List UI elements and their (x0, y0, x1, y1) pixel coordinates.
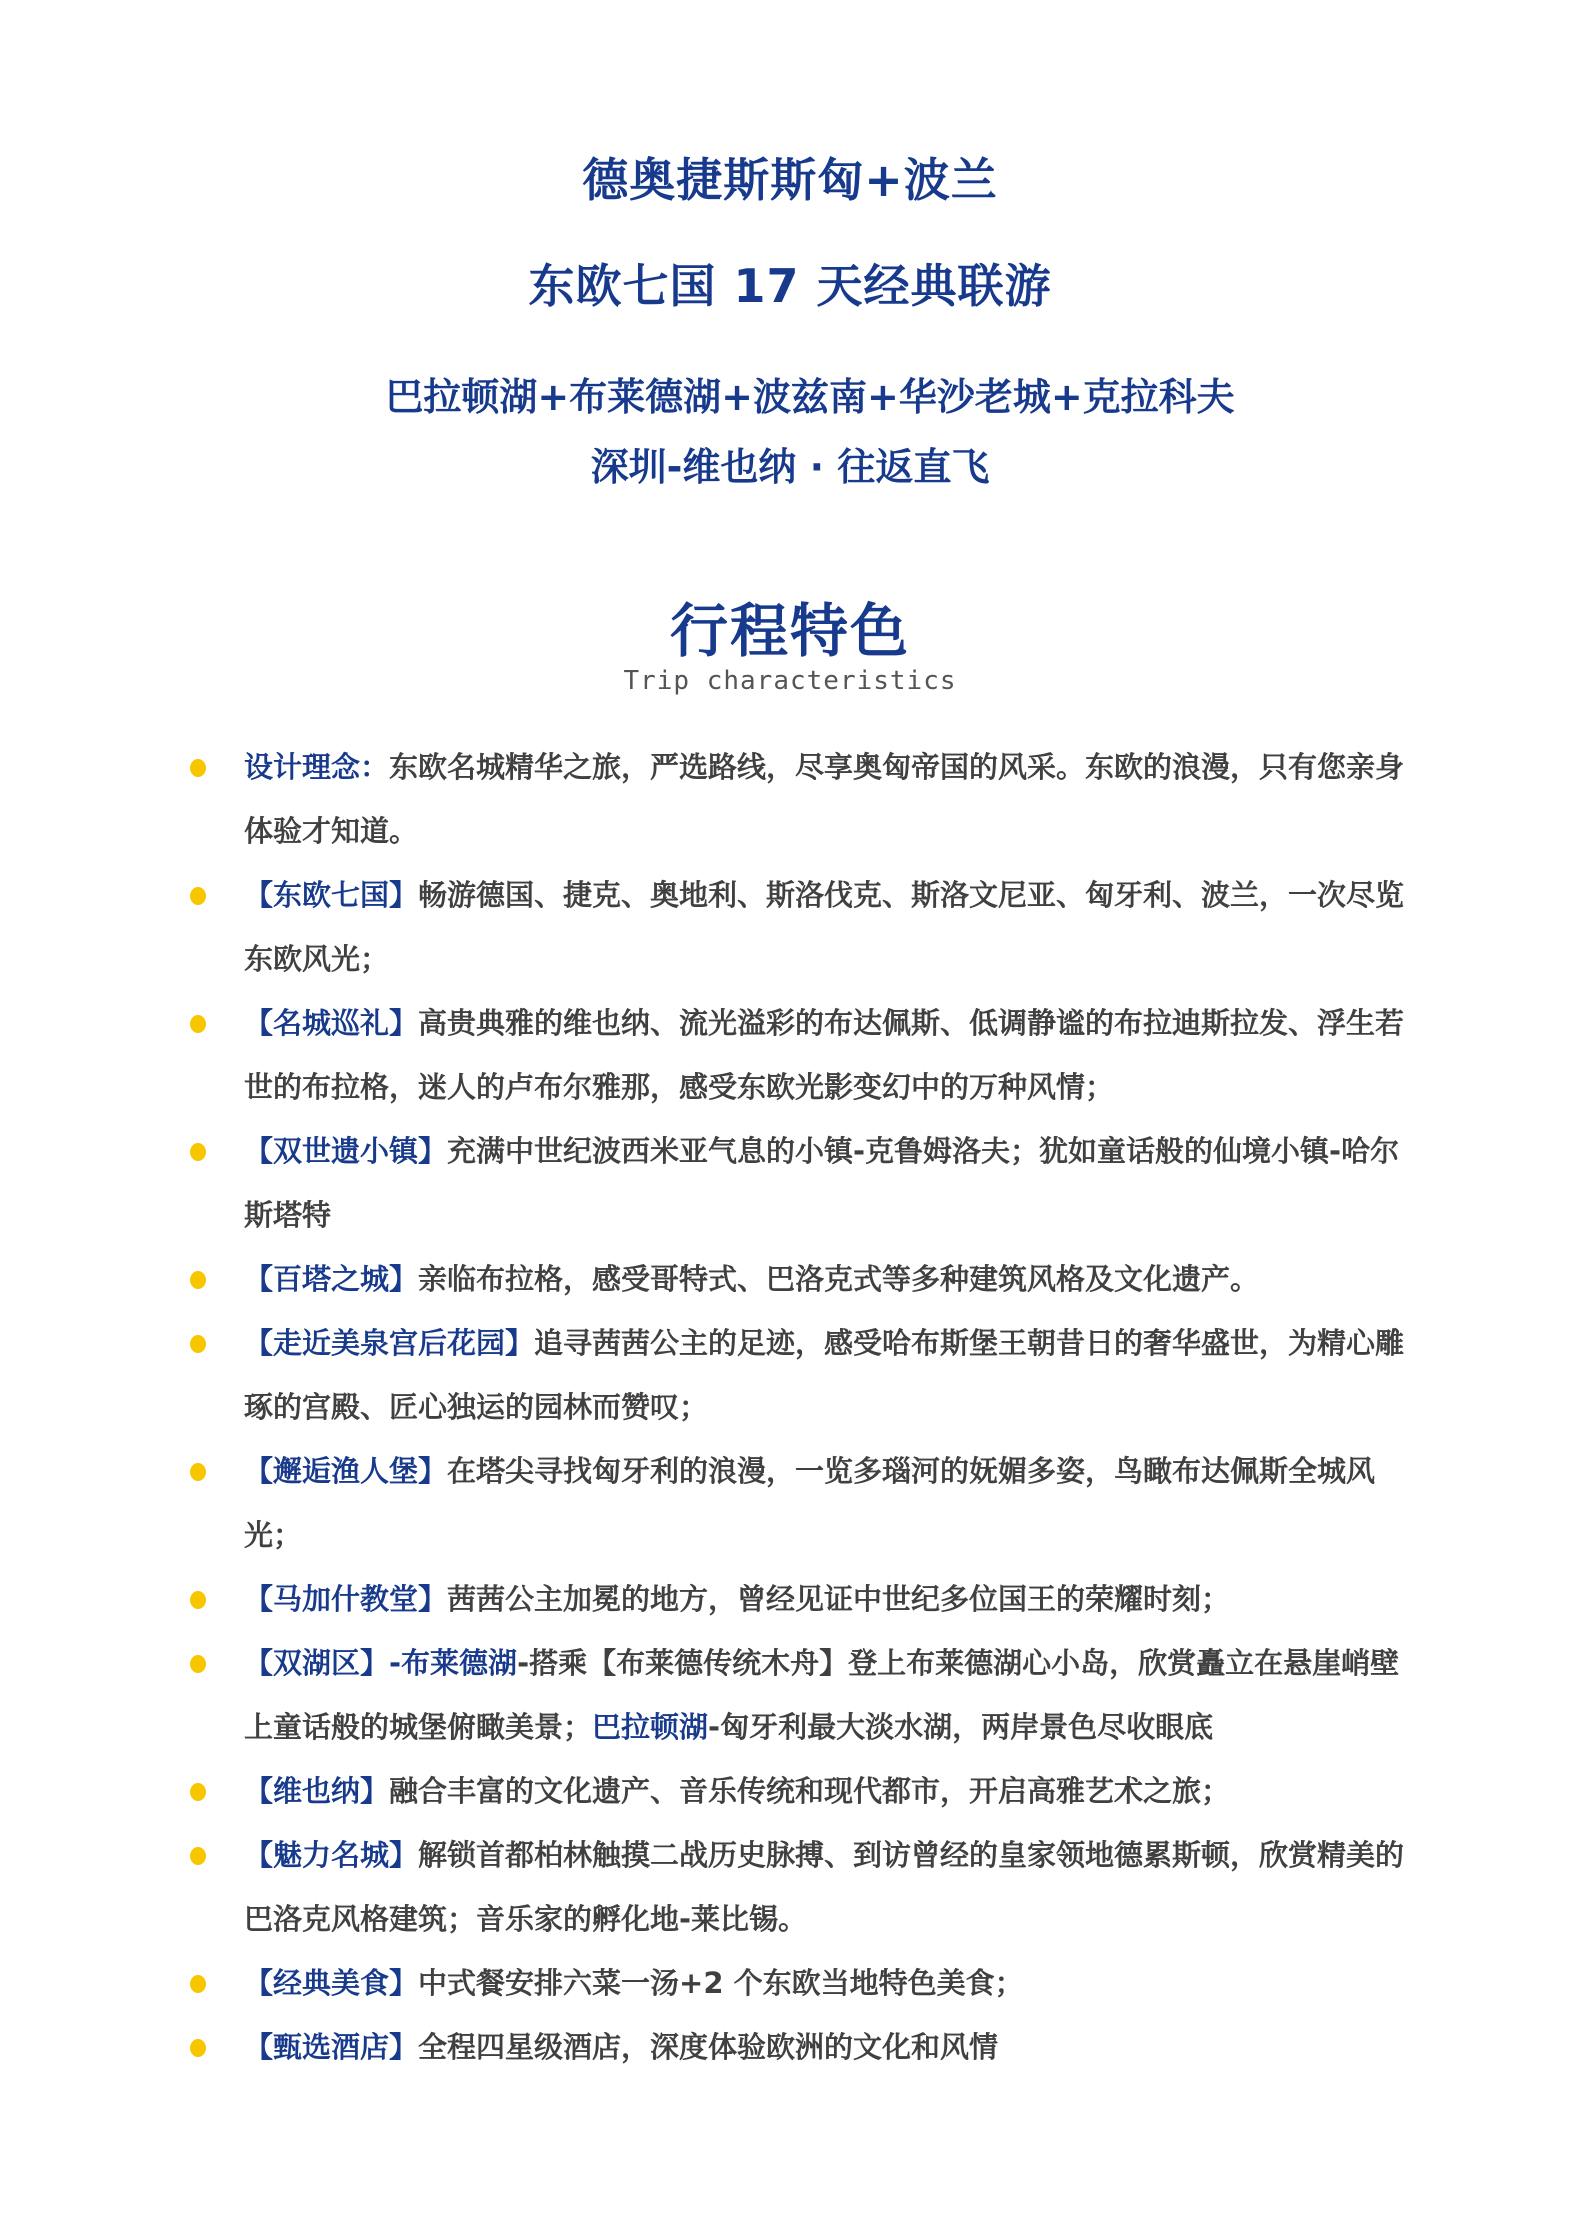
feature-text: 全程四星级酒店，深度体验欧洲的文化和风情 (418, 2030, 999, 2064)
feature-accent-balaton: 巴拉顿湖 (592, 1710, 709, 1744)
bullet-icon (190, 1847, 206, 1865)
route-highlights: 巴拉顿湖+布莱德湖+波兹南+华沙老城+克拉科夫 (385, 375, 1235, 419)
feature-label: 【维也纳】 (244, 1774, 390, 1808)
feature-text: 充满中世纪波西米亚气息的小镇-克鲁姆洛夫；犹如童话般的仙境小镇-哈尔斯塔特 (244, 1134, 1400, 1232)
feature-item-heritage-towns (196, 1119, 1416, 1247)
feature-item-twin-lakes (196, 1631, 1416, 1759)
bullet-icon (190, 1463, 206, 1481)
feature-text: 畅游德国、捷克、奥地利、斯洛伐克、斯洛文尼亚、匈牙利、波兰，一次尽览东欧风光； (244, 878, 1405, 976)
feature-text: -搭乘【布莱德传统木舟】登上布莱德湖心小岛，欣赏矗立在悬崖峭壁上童话般的城堡俯瞰美景； (244, 1646, 1400, 1744)
feature-text: 东欧名城精华之旅，严选路线，尽享奥匈帝国的风采。东欧的浪漫，只有您亲身体验才知道。 (244, 750, 1405, 848)
feature-accent-bled: -布莱德湖 (389, 1646, 518, 1680)
feature-label: 【邂逅渔人堡】 (244, 1454, 448, 1488)
feature-text: 亲临布拉格，感受哥特式、巴洛克式等多种建筑风格及文化遗产。 (418, 1262, 1260, 1296)
feature-text: 在塔尖寻找匈牙利的浪漫，一览多瑙河的妩媚多姿，鸟瞰布达佩斯全城风光； (244, 1454, 1376, 1552)
feature-label: 【甄选酒店】 (244, 2030, 419, 2064)
bullet-icon (190, 1271, 206, 1289)
bullet-icon (190, 1783, 206, 1801)
feature-label: 【双世遗小镇】 (244, 1134, 448, 1168)
feature-item-design (196, 735, 1416, 863)
feature-label: 【经典美食】 (244, 1966, 419, 2000)
feature-label: 【名城巡礼】 (244, 1006, 419, 1040)
feature-list (196, 735, 1416, 2079)
section-title: 行程特色 (669, 597, 910, 665)
feature-text: 追寻茜茜公主的足迹，感受哈布斯堡王朝昔日的奢华盛世，为精心雕琢的宫殿、匠心独运的园林而赞叹； (244, 1326, 1405, 1424)
document-title: 德奥捷斯斯匈+波兰 (582, 153, 998, 207)
feature-item-vienna (196, 1759, 1416, 1823)
bullet-icon (190, 1335, 206, 1353)
bullet-icon (190, 1591, 206, 1609)
flight-info: 深圳-维也纳 · 往返直飞 (590, 445, 990, 489)
feature-text: 中式餐安排六菜一汤+2 个东欧当地特色美食； (418, 1966, 1024, 2000)
feature-item-schonbrunn (196, 1311, 1416, 1439)
feature-item-hotels (196, 2015, 1416, 2079)
feature-label: 【马加什教堂】 (244, 1582, 448, 1616)
bullet-icon (190, 1975, 206, 1993)
feature-item-charm-cities (196, 1823, 1416, 1951)
bullet-icon (190, 759, 206, 777)
bullet-icon (190, 1655, 206, 1673)
feature-label: 设计理念 (244, 750, 361, 784)
feature-item-cuisine (196, 1951, 1416, 2015)
feature-text: 茜茜公主加冕的地方，曾经见证中世纪多位国王的荣耀时刻； (447, 1582, 1231, 1616)
feature-text: 高贵典雅的维也纳、流光溢彩的布达佩斯、低调静谧的布拉迪斯拉发、浮生若世的布拉格，迷人的卢布尔雅那，感受东欧光影变幻中的万种风情； (244, 1006, 1405, 1104)
feature-item-matthias-church (196, 1567, 1416, 1631)
bullet-icon (190, 2039, 206, 2057)
bullet-icon (190, 1015, 206, 1033)
feature-text: 解锁首都柏林触摸二战历史脉搏、到访曾经的皇家领地德累斯顿，欣赏精美的巴洛克风格建筑；音乐家的孵化地-莱比锡。 (244, 1838, 1405, 1936)
document-subtitle: 东欧七国 17 天经典联游 (528, 259, 1052, 313)
feature-label: 【东欧七国】 (244, 878, 419, 912)
feature-item-hundred-towers (196, 1247, 1416, 1311)
feature-label: 【走近美泉宫后花园】 (244, 1326, 535, 1360)
section-subtitle: Trip characteristics (623, 666, 957, 696)
feature-item-famous-cities (196, 991, 1416, 1119)
feature-label: 【魅力名城】 (244, 1838, 419, 1872)
feature-separator: ： (360, 750, 390, 784)
feature-text: -匈牙利最大淡水湖，两岸景色尽收眼底 (708, 1710, 1214, 1744)
feature-text: 融合丰富的文化遗产、音乐传统和现代都市，开启高雅艺术之旅； (389, 1774, 1231, 1808)
bullet-icon (190, 887, 206, 905)
feature-label: 【百塔之城】 (244, 1262, 419, 1296)
feature-item-seven-countries (196, 863, 1416, 991)
feature-item-fishermans-bastion (196, 1439, 1416, 1567)
bullet-icon (190, 1143, 206, 1161)
feature-label: 【双湖区】 (244, 1646, 390, 1680)
